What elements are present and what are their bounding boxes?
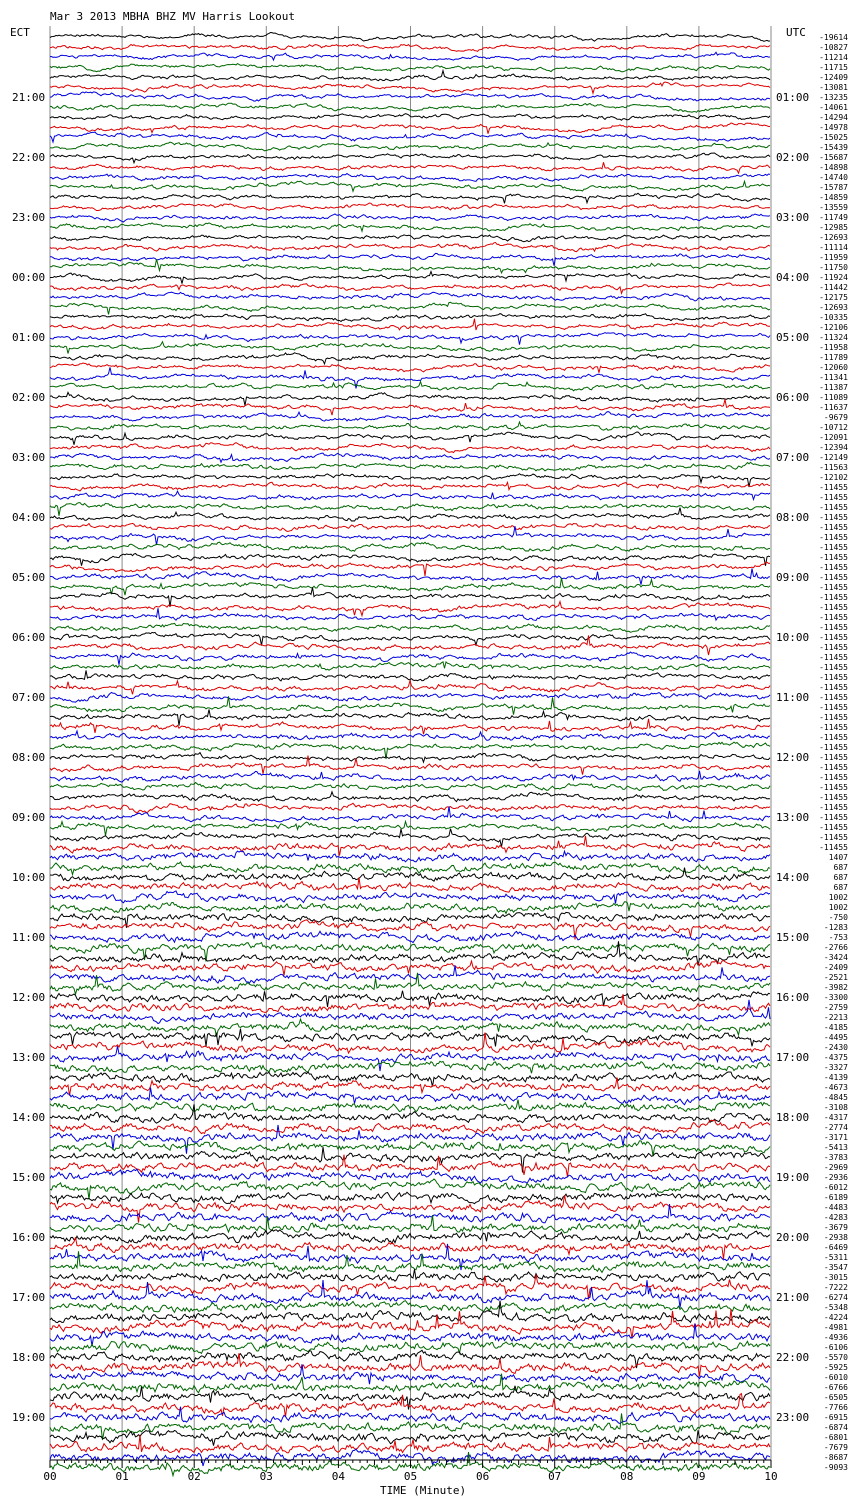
left-timezone-label: ECT bbox=[10, 26, 30, 39]
row-offset-label: -11455 bbox=[819, 553, 848, 562]
row-offset-label: -12060 bbox=[819, 363, 848, 372]
row-offset-label: -11455 bbox=[819, 573, 848, 582]
row-offset-label: -11455 bbox=[819, 523, 848, 532]
row-offset-label: -3171 bbox=[823, 1133, 848, 1142]
row-offset-label: -11442 bbox=[819, 283, 848, 292]
row-offset-label: -750 bbox=[828, 913, 848, 922]
left-hour-label: 03:00 bbox=[12, 451, 46, 464]
row-offset-label: -9679 bbox=[823, 413, 848, 422]
row-offset-label: -10827 bbox=[819, 43, 848, 52]
row-offset-label: -3327 bbox=[823, 1063, 848, 1072]
row-offset-label: -5925 bbox=[823, 1363, 848, 1372]
row-offset-label: -11455 bbox=[819, 483, 848, 492]
row-offset-label: -7766 bbox=[823, 1403, 848, 1412]
row-offset-label: -4483 bbox=[823, 1203, 848, 1212]
left-hour-label: 14:00 bbox=[12, 1111, 46, 1124]
row-offset-label: -4224 bbox=[823, 1313, 848, 1322]
row-offset-label: -11455 bbox=[819, 703, 848, 712]
row-offset-label: -11958 bbox=[819, 343, 848, 352]
left-hour-label: 11:00 bbox=[12, 931, 46, 944]
row-offset-label: -11455 bbox=[819, 533, 848, 542]
row-offset-label: -11455 bbox=[819, 843, 848, 852]
row-offset-labels bbox=[819, 33, 848, 1472]
row-offset-label: -5570 bbox=[823, 1353, 848, 1362]
row-offset-label: -9093 bbox=[823, 1463, 848, 1472]
row-offset-label: -11455 bbox=[819, 823, 848, 832]
row-offset-label: -10335 bbox=[819, 313, 848, 322]
right-hour-label: 07:00 bbox=[776, 451, 810, 464]
right-hour-label: 06:00 bbox=[776, 391, 810, 404]
row-offset-label: -11455 bbox=[819, 513, 848, 522]
row-offset-label: -14898 bbox=[819, 163, 848, 172]
row-offset-label: -11455 bbox=[819, 713, 848, 722]
row-offset-label: -2938 bbox=[823, 1233, 848, 1242]
row-offset-label: -6189 bbox=[823, 1193, 848, 1202]
x-tick-label: 02 bbox=[187, 1470, 201, 1483]
row-offset-label: -6801 bbox=[823, 1433, 848, 1442]
left-hour-label: 23:00 bbox=[12, 211, 46, 224]
row-offset-label: -15787 bbox=[819, 183, 848, 192]
row-offset-label: -14978 bbox=[819, 123, 848, 132]
row-offset-label: -11455 bbox=[819, 583, 848, 592]
row-offset-label: -11455 bbox=[819, 603, 848, 612]
row-offset-label: -6766 bbox=[823, 1383, 848, 1392]
row-offset-label: -11114 bbox=[819, 243, 848, 252]
row-offset-label: -11563 bbox=[819, 463, 848, 472]
left-hour-label: 08:00 bbox=[12, 751, 46, 764]
right-hour-label: 13:00 bbox=[776, 811, 810, 824]
row-offset-label: -11637 bbox=[819, 403, 848, 412]
row-offset-label: 1002 bbox=[828, 903, 848, 912]
row-offset-label: -11715 bbox=[819, 63, 848, 72]
row-offset-label: -2766 bbox=[823, 943, 848, 952]
row-offset-label: -4375 bbox=[823, 1053, 848, 1062]
row-offset-label: -11455 bbox=[819, 723, 848, 732]
row-offset-label: -11387 bbox=[819, 383, 848, 392]
row-offset-label: -4845 bbox=[823, 1093, 848, 1102]
row-offset-label: -7679 bbox=[823, 1443, 848, 1452]
row-offset-label: -11749 bbox=[819, 213, 848, 222]
right-hour-label: 04:00 bbox=[776, 271, 810, 284]
row-offset-label: -11455 bbox=[819, 693, 848, 702]
row-offset-label: -14294 bbox=[819, 113, 848, 122]
row-offset-label: -11455 bbox=[819, 753, 848, 762]
row-offset-label: -4317 bbox=[823, 1113, 848, 1122]
row-offset-label: -7222 bbox=[823, 1283, 848, 1292]
row-offset-label: -6874 bbox=[823, 1423, 848, 1432]
right-hour-label: 02:00 bbox=[776, 151, 810, 164]
left-hour-label: 05:00 bbox=[12, 571, 46, 584]
row-offset-label: -4283 bbox=[823, 1213, 848, 1222]
left-hour-label: 18:00 bbox=[12, 1351, 46, 1364]
row-offset-label: -4936 bbox=[823, 1333, 848, 1342]
row-offset-label: -11750 bbox=[819, 263, 848, 272]
row-offset-label: -3547 bbox=[823, 1263, 848, 1272]
row-offset-label: -12409 bbox=[819, 73, 848, 82]
left-hour-label: 04:00 bbox=[12, 511, 46, 524]
row-offset-label: -11455 bbox=[819, 503, 848, 512]
row-offset-label: -11455 bbox=[819, 773, 848, 782]
row-offset-label: -11959 bbox=[819, 253, 848, 262]
left-hour-label: 01:00 bbox=[12, 331, 46, 344]
left-hour-label: 07:00 bbox=[12, 691, 46, 704]
row-offset-label: -11455 bbox=[819, 613, 848, 622]
row-offset-label: -2521 bbox=[823, 973, 848, 982]
x-tick-label: 10 bbox=[764, 1470, 778, 1483]
row-offset-label: -11341 bbox=[819, 373, 848, 382]
row-offset-label: -11455 bbox=[819, 833, 848, 842]
row-offset-label: -12693 bbox=[819, 303, 848, 312]
row-offset-label: -5348 bbox=[823, 1303, 848, 1312]
row-offset-label: -14740 bbox=[819, 173, 848, 182]
right-hour-label: 05:00 bbox=[776, 331, 810, 344]
row-offset-label: 687 bbox=[833, 883, 848, 892]
row-offset-label: -4139 bbox=[823, 1073, 848, 1082]
row-offset-label: -11455 bbox=[819, 653, 848, 662]
right-hour-label: 16:00 bbox=[776, 991, 810, 1004]
row-offset-label: 1002 bbox=[828, 893, 848, 902]
x-tick-label: 01 bbox=[115, 1470, 129, 1483]
left-hour-label: 13:00 bbox=[12, 1051, 46, 1064]
x-axis-ticks bbox=[43, 1460, 777, 1483]
row-offset-label: -6012 bbox=[823, 1183, 848, 1192]
row-offset-label: -11089 bbox=[819, 393, 848, 402]
row-offset-label: -14061 bbox=[819, 103, 848, 112]
row-offset-label: -12102 bbox=[819, 473, 848, 482]
row-offset-label: -2430 bbox=[823, 1043, 848, 1052]
row-offset-label: -3783 bbox=[823, 1153, 848, 1162]
row-offset-label: -11455 bbox=[819, 543, 848, 552]
row-offset-label: -6469 bbox=[823, 1243, 848, 1252]
right-hour-label: 12:00 bbox=[776, 751, 810, 764]
row-offset-label: -12175 bbox=[819, 293, 848, 302]
row-offset-label: -2409 bbox=[823, 963, 848, 972]
row-offset-label: -11455 bbox=[819, 593, 848, 602]
right-hour-label: 15:00 bbox=[776, 931, 810, 944]
row-offset-label: -12693 bbox=[819, 233, 848, 242]
row-offset-label: -19614 bbox=[819, 33, 848, 42]
right-hour-label: 03:00 bbox=[776, 211, 810, 224]
row-offset-label: -12149 bbox=[819, 453, 848, 462]
row-offset-label: -11455 bbox=[819, 623, 848, 632]
left-hour-labels bbox=[12, 91, 45, 1424]
row-offset-label: -6915 bbox=[823, 1413, 848, 1422]
row-offset-label: -15687 bbox=[819, 153, 848, 162]
left-hour-label: 16:00 bbox=[12, 1231, 46, 1244]
right-hour-label: 18:00 bbox=[776, 1111, 810, 1124]
left-hour-label: 06:00 bbox=[12, 631, 46, 644]
row-offset-label: -15025 bbox=[819, 133, 848, 142]
left-hour-label: 22:00 bbox=[12, 151, 46, 164]
row-offset-label: -6106 bbox=[823, 1343, 848, 1352]
right-hour-label: 22:00 bbox=[776, 1351, 810, 1364]
right-hour-label: 17:00 bbox=[776, 1051, 810, 1064]
chart-title: Mar 3 2013 MBHA BHZ MV Harris Lookout bbox=[50, 10, 296, 23]
row-offset-label: -3300 bbox=[823, 993, 848, 1002]
row-offset-label: -3015 bbox=[823, 1273, 848, 1282]
left-hour-label: 12:00 bbox=[12, 991, 46, 1004]
left-hour-label: 00:00 bbox=[12, 271, 46, 284]
row-offset-label: -2774 bbox=[823, 1123, 848, 1132]
row-offset-label: -11455 bbox=[819, 643, 848, 652]
row-offset-label: -3108 bbox=[823, 1103, 848, 1112]
x-tick-label: 09 bbox=[692, 1470, 706, 1483]
row-offset-label: -2936 bbox=[823, 1173, 848, 1182]
left-hour-label: 09:00 bbox=[12, 811, 46, 824]
right-hour-label: 11:00 bbox=[776, 691, 810, 704]
row-offset-label: -11455 bbox=[819, 803, 848, 812]
row-offset-label: -11455 bbox=[819, 563, 848, 572]
x-tick-label: 03 bbox=[259, 1470, 273, 1483]
row-offset-label: -11324 bbox=[819, 333, 848, 342]
row-offset-label: -4673 bbox=[823, 1083, 848, 1092]
row-offset-label: -8687 bbox=[823, 1453, 848, 1462]
row-offset-label: -13081 bbox=[819, 83, 848, 92]
row-offset-label: -11455 bbox=[819, 783, 848, 792]
row-offset-label: 1407 bbox=[828, 853, 848, 862]
row-offset-label: -4495 bbox=[823, 1033, 848, 1042]
row-offset-label: -3982 bbox=[823, 983, 848, 992]
left-hour-label: 10:00 bbox=[12, 871, 46, 884]
row-offset-label: -10712 bbox=[819, 423, 848, 432]
x-axis-label: TIME (Minute) bbox=[380, 1484, 467, 1497]
row-offset-label: -11455 bbox=[819, 683, 848, 692]
row-offset-label: -6010 bbox=[823, 1373, 848, 1382]
row-offset-label: -5311 bbox=[823, 1253, 848, 1262]
row-offset-label: -12394 bbox=[819, 443, 848, 452]
right-hour-label: 23:00 bbox=[776, 1411, 810, 1424]
x-tick-label: 04 bbox=[331, 1470, 346, 1483]
x-tick-label: 07 bbox=[548, 1470, 562, 1483]
row-offset-label: -11455 bbox=[819, 493, 848, 502]
left-hour-label: 17:00 bbox=[12, 1291, 46, 1304]
right-hour-label: 21:00 bbox=[776, 1291, 810, 1304]
row-offset-label: -753 bbox=[828, 933, 848, 942]
row-offset-label: -11789 bbox=[819, 353, 848, 362]
x-tick-label: 06 bbox=[475, 1470, 490, 1483]
right-timezone-label: UTC bbox=[786, 26, 806, 39]
row-offset-label: -3424 bbox=[823, 953, 848, 962]
left-hour-label: 19:00 bbox=[12, 1411, 46, 1424]
row-offset-label: -11455 bbox=[819, 743, 848, 752]
right-hour-labels bbox=[776, 91, 809, 1424]
right-hour-label: 19:00 bbox=[776, 1171, 810, 1184]
minute-gridlines bbox=[50, 26, 771, 1460]
row-offset-label: -4981 bbox=[823, 1323, 848, 1332]
row-offset-label: -2969 bbox=[823, 1163, 848, 1172]
row-offset-label: -11455 bbox=[819, 813, 848, 822]
right-hour-label: 01:00 bbox=[776, 91, 810, 104]
row-offset-label: -2759 bbox=[823, 1003, 848, 1012]
row-offset-label: -12106 bbox=[819, 323, 848, 332]
right-hour-label: 20:00 bbox=[776, 1231, 810, 1244]
row-offset-label: -11455 bbox=[819, 793, 848, 802]
x-tick-label: 05 bbox=[403, 1470, 418, 1483]
row-offset-label: -11455 bbox=[819, 673, 848, 682]
right-hour-label: 10:00 bbox=[776, 631, 810, 644]
row-offset-label: -11214 bbox=[819, 53, 848, 62]
row-offset-label: -15439 bbox=[819, 143, 848, 152]
row-offset-label: -1283 bbox=[823, 923, 848, 932]
row-offset-label: -4185 bbox=[823, 1023, 848, 1032]
row-offset-label: -11455 bbox=[819, 763, 848, 772]
row-offset-label: -6274 bbox=[823, 1293, 848, 1302]
right-hour-label: 08:00 bbox=[776, 511, 810, 524]
row-offset-label: -13559 bbox=[819, 203, 848, 212]
right-hour-label: 09:00 bbox=[776, 571, 810, 584]
row-offset-label: -11924 bbox=[819, 273, 848, 282]
row-offset-label: -14859 bbox=[819, 193, 848, 202]
row-offset-label: -6505 bbox=[823, 1393, 848, 1402]
left-hour-label: 21:00 bbox=[12, 91, 46, 104]
row-offset-label: -11455 bbox=[819, 633, 848, 642]
x-tick-label: 08 bbox=[620, 1470, 634, 1483]
row-offset-label: -3679 bbox=[823, 1223, 848, 1232]
x-tick-label: 00 bbox=[43, 1470, 57, 1483]
row-offset-label: 687 bbox=[833, 873, 848, 882]
left-hour-label: 15:00 bbox=[12, 1171, 46, 1184]
row-offset-label: -13235 bbox=[819, 93, 848, 102]
row-offset-label: -12091 bbox=[819, 433, 848, 442]
row-offset-label: -2213 bbox=[823, 1013, 848, 1022]
row-offset-label: 687 bbox=[833, 863, 848, 872]
row-offset-label: -11455 bbox=[819, 733, 848, 742]
row-offset-label: -5413 bbox=[823, 1143, 848, 1152]
left-hour-label: 02:00 bbox=[12, 391, 46, 404]
row-offset-label: -11455 bbox=[819, 663, 848, 672]
row-offset-label: -12985 bbox=[819, 223, 848, 232]
right-hour-label: 14:00 bbox=[776, 871, 810, 884]
